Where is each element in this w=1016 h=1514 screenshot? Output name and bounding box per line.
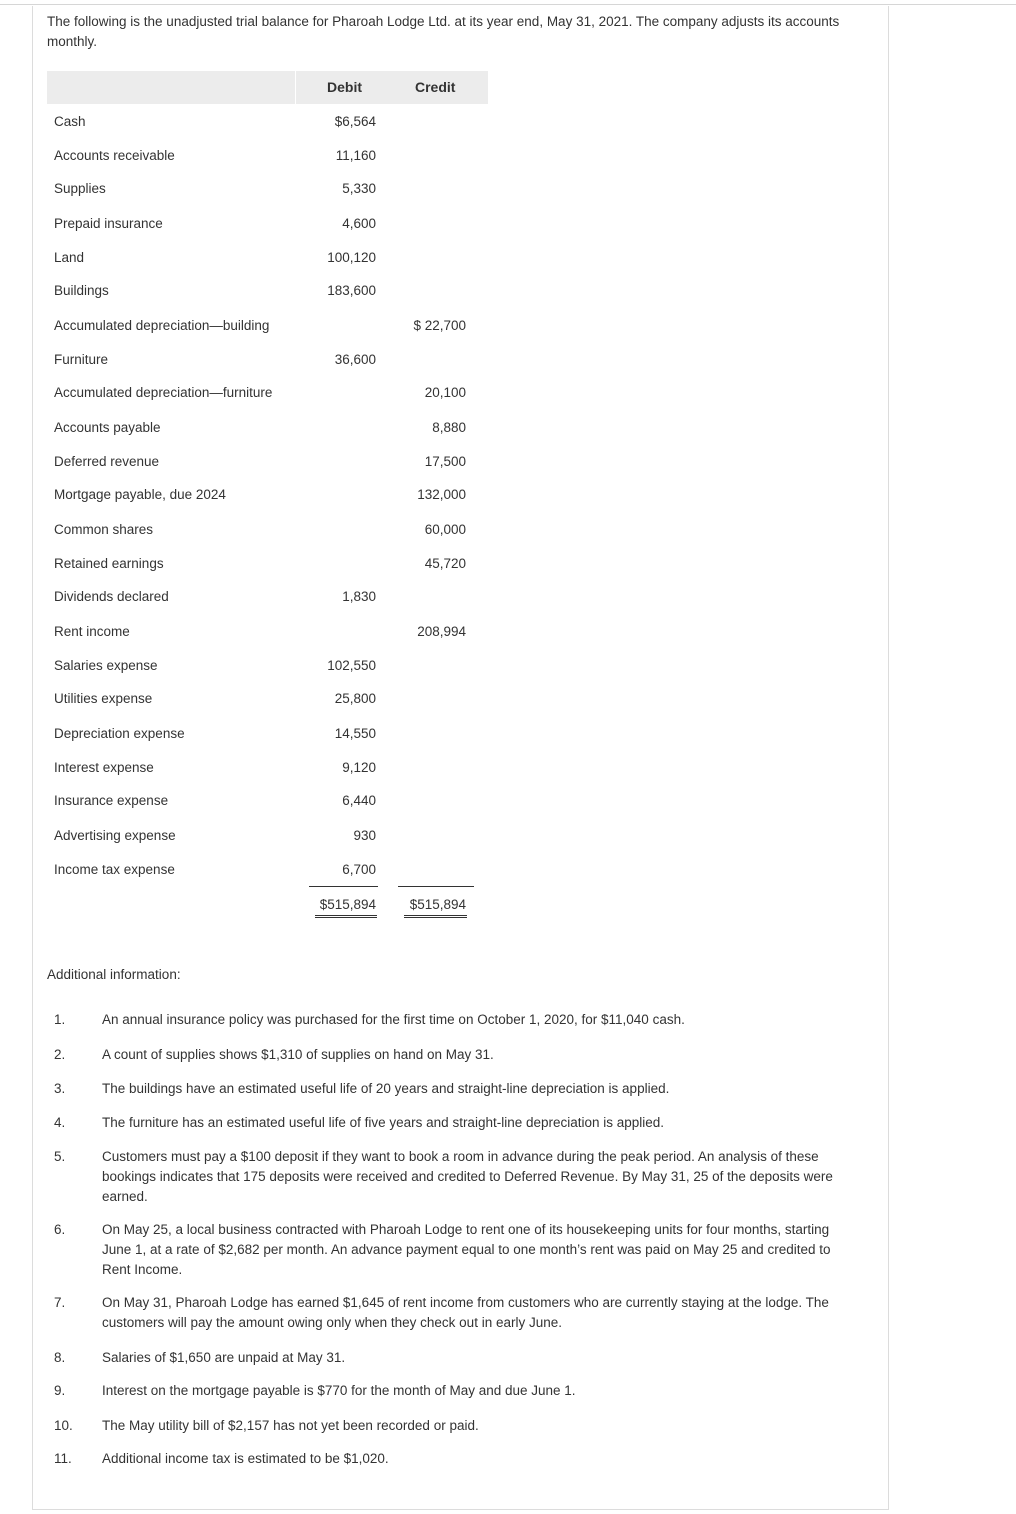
table-row xyxy=(0,281,1016,301)
debit-amount: 102,550 xyxy=(327,658,376,673)
table-row xyxy=(0,656,1016,676)
item-text: On May 31, Pharoah Lodge has earned $1,645 of rent income from customers who are currently staying at the lodge. The customers will pay the amount owing only when they check out in early June. xyxy=(102,1295,829,1330)
account-name: Retained earnings xyxy=(54,556,164,571)
table-row xyxy=(0,758,1016,778)
debit-amount: 14,550 xyxy=(334,726,376,741)
item-number: 11. xyxy=(54,1451,72,1466)
account-name: Buildings xyxy=(54,283,109,298)
item-text: On May 25, a local business contracted with Pharoah Lodge to rent one of its housekeeping units for four months, starting June 1, at a rate of $2,682 per month. An advance payment equal to one month’s rent was paid on May 25 and credited to Rent Income. xyxy=(102,1222,831,1277)
account-name: Supplies xyxy=(54,181,106,196)
table-row xyxy=(0,316,1016,336)
account-name: Utilities expense xyxy=(54,691,153,706)
table-row xyxy=(0,622,1016,642)
table-row xyxy=(0,860,1016,880)
debit-amount: 4,600 xyxy=(342,216,376,231)
debit-amount: 9,120 xyxy=(342,760,376,775)
account-name: Advertising expense xyxy=(54,828,176,843)
additional-info-heading: Additional information: xyxy=(47,967,181,982)
debit-header: Debit xyxy=(327,79,362,95)
item-number: 1. xyxy=(54,1012,66,1027)
table-row xyxy=(0,418,1016,438)
credit-double-underline xyxy=(404,915,467,918)
item-number: 6. xyxy=(54,1222,66,1237)
account-name: Accumulated depreciation—furniture xyxy=(54,385,273,400)
credit-amount: 17,500 xyxy=(424,454,466,469)
account-name: Furniture xyxy=(54,352,109,367)
credit-amount: 8,880 xyxy=(432,420,466,435)
table-row xyxy=(0,112,1016,132)
table-row xyxy=(0,350,1016,370)
account-name: Salaries expense xyxy=(54,658,158,673)
table-row xyxy=(0,485,1016,505)
debit-amount: 5,330 xyxy=(342,181,376,196)
debit-amount: 36,600 xyxy=(334,352,376,367)
item-number: 7. xyxy=(54,1295,66,1310)
item-number: 2. xyxy=(54,1047,66,1062)
table-row xyxy=(0,452,1016,472)
item-number: 8. xyxy=(54,1350,66,1365)
item-text: The buildings have an estimated useful life of 20 years and straight-line depreciation is applied. xyxy=(102,1081,670,1096)
debit-subtotal-rule xyxy=(309,886,378,887)
credit-amount: 60,000 xyxy=(424,522,466,537)
debit-amount: $6,564 xyxy=(334,114,376,129)
table-row xyxy=(0,179,1016,199)
item-text: A count of supplies shows $1,310 of supplies on hand on May 31. xyxy=(102,1047,494,1062)
account-name: Deferred revenue xyxy=(54,454,160,469)
account-name: Prepaid insurance xyxy=(54,216,163,231)
debit-amount: 6,440 xyxy=(342,793,376,808)
account-name: Dividends declared xyxy=(54,589,169,604)
item-text: Customers must pay a $100 deposit if they want to book a room in advance during the peak period. An analysis of these bookings indicates that 175 deposits were received and credited to Deferred Revenue. By May 31, 25 of the deposits were earned. xyxy=(102,1149,833,1204)
debit-amount: 6,700 xyxy=(342,862,376,877)
table-row xyxy=(0,826,1016,846)
table-row xyxy=(0,248,1016,268)
debit-amount: 100,120 xyxy=(327,250,376,265)
credit-amount: 20,100 xyxy=(424,385,466,400)
account-name: Accumulated depreciation—building xyxy=(54,318,270,333)
account-name: Depreciation expense xyxy=(54,726,185,741)
item-number: 10. xyxy=(54,1418,73,1433)
debit-amount: 11,160 xyxy=(335,148,376,163)
table-row xyxy=(0,383,1016,403)
table-row xyxy=(0,520,1016,540)
table-row xyxy=(0,146,1016,166)
item-text: Salaries of $1,650 are unpaid at May 31. xyxy=(102,1350,346,1365)
table-row xyxy=(0,554,1016,574)
account-name: Income tax expense xyxy=(54,862,175,877)
item-text: The furniture has an estimated useful life of five years and straight-line depreciation is applied. xyxy=(102,1115,665,1130)
account-name: Rent income xyxy=(54,624,130,639)
account-name: Common shares xyxy=(54,522,154,537)
item-text: Additional income tax is estimated to be $1,020. xyxy=(102,1451,389,1466)
item-number: 4. xyxy=(54,1115,66,1130)
table-row xyxy=(0,791,1016,811)
credit-amount: $ 22,700 xyxy=(413,318,466,333)
item-text: The May utility bill of $2,157 has not yet been recorded or paid. xyxy=(102,1418,479,1433)
debit-amount: 183,600 xyxy=(327,283,376,298)
table-row xyxy=(0,587,1016,607)
credit-amount: 208,994 xyxy=(417,624,466,639)
item-number: 3. xyxy=(54,1081,66,1096)
table-row xyxy=(0,724,1016,744)
account-name: Accounts payable xyxy=(54,420,161,435)
account-name: Accounts receivable xyxy=(54,148,175,163)
account-name: Cash xyxy=(54,114,86,129)
table-row xyxy=(0,689,1016,709)
debit-amount: 25,800 xyxy=(334,691,376,706)
account-name: Insurance expense xyxy=(54,793,169,808)
account-name: Interest expense xyxy=(54,760,154,775)
item-text: Interest on the mortgage payable is $770 for the month of May and due June 1. xyxy=(102,1383,576,1398)
item-text: An annual insurance policy was purchased for the first time on October 1, 2020, for $11,040 cash. xyxy=(102,1012,685,1027)
debit-amount: 930 xyxy=(353,828,376,843)
top-divider xyxy=(0,4,1016,5)
total-credit: $515,894 xyxy=(409,897,466,912)
item-number: 5. xyxy=(54,1149,66,1164)
account-name: Mortgage payable, due 2024 xyxy=(54,487,226,502)
item-number: 9. xyxy=(54,1383,66,1398)
credit-amount: 132,000 xyxy=(417,487,466,502)
credit-amount: 45,720 xyxy=(424,556,466,571)
table-row xyxy=(0,214,1016,234)
debit-amount: 1,830 xyxy=(342,589,376,604)
intro-text: The following is the unadjusted trial balance for Pharoah Lodge Ltd. at its year end, May 31, 2021. The company adjusts its accounts monthly. xyxy=(47,14,840,49)
debit-double-underline xyxy=(315,915,377,918)
credit-header: Credit xyxy=(415,79,456,95)
account-name: Land xyxy=(54,250,85,265)
credit-subtotal-rule xyxy=(398,886,474,887)
total-debit: $515,894 xyxy=(319,897,376,912)
